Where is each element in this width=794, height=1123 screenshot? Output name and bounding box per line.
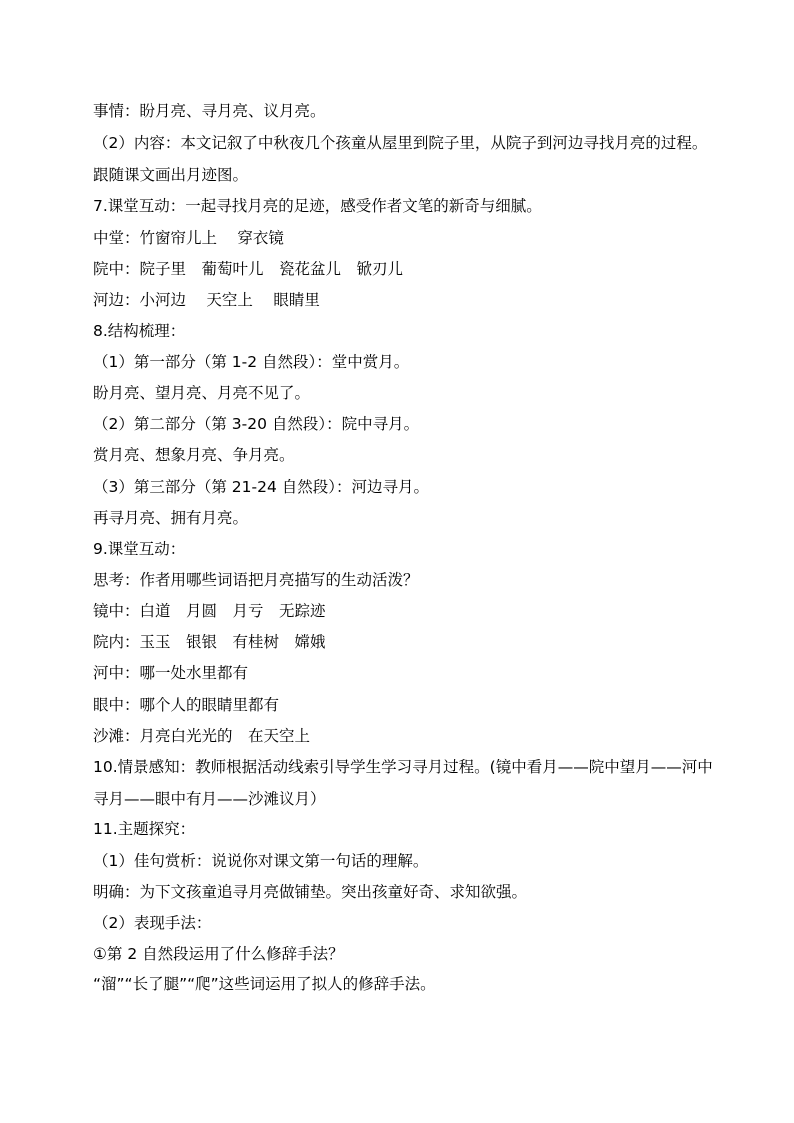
text-line-3: 7.课堂互动：一起寻找月亮的足迹，感受作者文笔的新奇与细腻。: [93, 197, 542, 215]
text-line-16: 镜中：白道 月圆 月亏 无踪迹: [93, 602, 326, 620]
text-paragraph-content: （2）内容：本文记叙了中秋夜几个孩童从屋里到院子里，从院子到河边寻找月亮的过程。跟随课文画出月迹图。: [93, 134, 708, 184]
text-line-18: 河中：哪一处水里都有: [93, 664, 249, 682]
text-line-19: 眼中：哪个人的眼睛里都有: [93, 696, 280, 714]
text-line-23: （1）佳句赏析：说说你对课文第一句话的理解。: [93, 852, 429, 870]
text-line-7: 8.结构梳理：: [93, 322, 186, 340]
text-line-17: 院内：玉玉 银银 有桂树 嫦娥: [93, 633, 326, 651]
text-line-14: 9.课堂互动：: [93, 540, 186, 558]
text-line-25: （2）表现手法：: [93, 914, 212, 932]
text-line-26: ①第 2 自然段运用了什么修辞手法？: [93, 945, 344, 963]
text-line-6: 河边：小河边 天空上 眼睛里: [93, 291, 320, 309]
text-line-8: （1）第一部分（第 1-2 自然段）：堂中赏月。: [93, 353, 410, 371]
text-line-9: 盼月亮、望月亮、月亮不见了。: [93, 384, 311, 402]
text-line-10: （2）第二部分（第 3-20 自然段）：院中寻月。: [93, 415, 420, 433]
text-line-27: “溜”“长了腿”“爬”这些词运用了拟人的修辞手法。: [93, 975, 436, 993]
text-line-4: 中堂：竹窗帘儿上 穿衣镜: [93, 229, 284, 247]
text-line-15: 思考：作者用哪些词语把月亮描写的生动活泼？: [93, 571, 419, 589]
text-line-12: （3）第三部分（第 21-24 自然段）：河边寻月。: [93, 478, 430, 496]
text-paragraph-situation: 10.情景感知：教师根据活动线索引导学生学习寻月过程。(镜中看月——院中望月——河中寻月——眼中有月——沙滩议月）: [93, 758, 713, 808]
text-line-20: 沙滩：月亮白光光的 在天空上: [93, 727, 311, 745]
text-line-11: 赏月亮、想象月亮、争月亮。: [93, 446, 295, 464]
text-line-1: 事情：盼月亮、寻月亮、议月亮。: [93, 102, 326, 120]
text-line-24: 明确：为下文孩童追寻月亮做铺垫。突出孩童好奇、求知欲强。: [93, 883, 528, 901]
text-line-22: 11.主题探究：: [93, 820, 196, 838]
text-line-13: 再寻月亮、拥有月亮。: [93, 509, 249, 527]
text-line-5: 院中：院子里 葡萄叶儿 瓷花盆儿 锨刃儿: [93, 260, 404, 278]
